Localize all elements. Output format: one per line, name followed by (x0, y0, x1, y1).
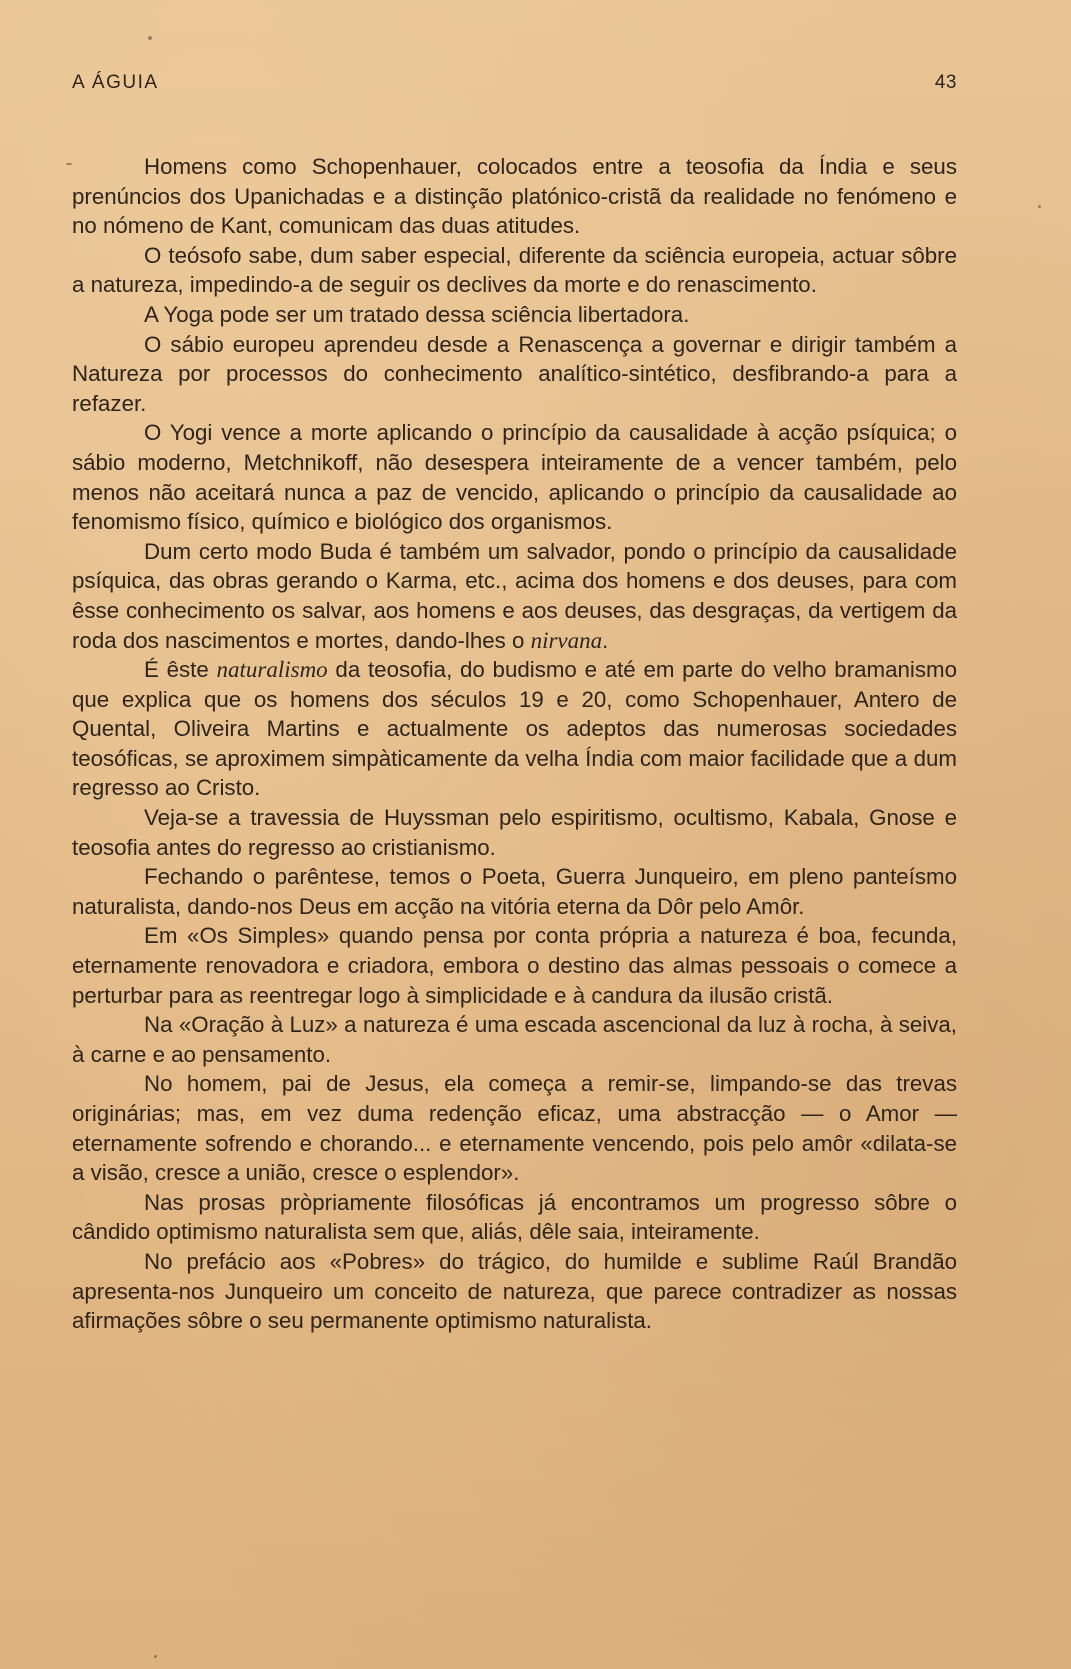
italic-term: naturalismo (216, 657, 328, 683)
paragraph (72, 418, 957, 536)
paragraph-text: O teósofo sabe, dum saber especial, diferente da sciência europeia, actuar sôbre a natureza, impedindo-a de seguir os declives da morte e do renascimento. (72, 242, 957, 298)
paragraph (72, 803, 957, 862)
paragraph (72, 1188, 957, 1247)
paragraph-text: Fechando o parêntese, temos o Poeta, Guerra Junqueiro, em pleno panteísmo naturalista, dando-nos Deus em acção na vitória eterna da Dôr pelo Amôr. (72, 864, 957, 919)
paragraph-text: O sábio europeu aprendeu desde a Renascença a governar e dirigir também a Natureza por processos do conhecimento analítico-sintético, desfibrando-a para a refazer. (72, 331, 957, 416)
paragraph-text: Veja-se a travessia de Huyssman pelo espiritismo, ocultismo, Kabala, Gnose e teosofia antes do regresso ao cristianismo. (72, 805, 957, 860)
paragraph-text: Nas prosas pròpriamente filosóficas já encontramos um progresso sôbre o cândido optimismo naturalista sem que, aliás, dêle saia, inteiramente. (72, 1189, 957, 1245)
paper-speck (154, 1655, 157, 1658)
paragraph (72, 921, 957, 1010)
paragraph-text: Na «Oração à Luz» a natureza é uma escada ascencional da luz à rocha, à seiva, à carne e ao pensamento. (72, 1012, 957, 1067)
paragraph (72, 862, 957, 921)
paragraph (72, 655, 957, 803)
paragraph (72, 330, 957, 419)
paragraph (72, 1069, 957, 1187)
paragraph (72, 537, 957, 655)
paragraph-text: No homem, pai de Jesus, ela começa a remir-se, limpando-se das trevas originárias; mas, em vez duma redenção eficaz, uma abstracção — o Amor — eternamente sofrendo e chorando... e eternamente vencendo, pois pelo amôr «dilata-se a visão, cresce a união, cresce o esplendor». (72, 1071, 957, 1186)
paragraph-text: A Yoga pode ser um tratado dessa sciência libertadora. (144, 301, 690, 327)
paragraph (72, 300, 957, 330)
paragraph-text: . (602, 627, 609, 653)
body-text (72, 152, 957, 1336)
paragraph (72, 152, 957, 241)
paragraph-text: O Yogi vence a morte aplicando o princípio da causalidade à acção psíquica; o sábio moderno, Metchnikoff, não desespera inteiramente de a vencer também, pelo menos não aceitará nunca a paz de vencido, aplicando o princípio da causalidade ao fenomismo físico, químico e biológico dos organismos. (72, 420, 957, 535)
paragraph-text: Dum certo modo Buda é também um salvador, pondo o princípio da causalidade psíquica, das obras gerando o Karma, etc., acima dos homens e dos deuses, para com êsse conhecimento os salvar, aos homens e aos deuses, das desgraças, da vertigem da roda dos nascimentos e mortes, dando-lhes o (72, 538, 957, 653)
paper-speck (148, 36, 152, 40)
paper-speck (66, 163, 72, 165)
paragraph-text: Em «Os Simples» quando pensa por conta própria a natureza é boa, fecunda, eternamente renovadora e criadora, embora o destino das almas pessoais o comece a perturbar para as reentregar logo à simplicidade e à candura da ilusão cristã. (72, 923, 957, 1008)
paragraph (72, 241, 957, 300)
page-number: 43 (934, 72, 957, 93)
paragraph (72, 1010, 957, 1069)
paragraph-text: É êste (144, 657, 217, 683)
paper-speck (1038, 205, 1041, 208)
paragraph-text: Homens como Schopenhauer, colocados entre a teosofia da Índia e seus prenúncios dos Upanichadas e a distinção platónico-cristã da realidade no fenómeno e no nómeno de Kant, comunicam das duas atitudes. (72, 154, 957, 239)
paragraph-text: da teosofia, do budismo e até em parte do velho bramanismo que explica que os homens dos séculos 19 e 20, como Schopenhauer, Antero de Quental, Oliveira Martins e actualmente os adeptos das numerosas sociedades teosóficas, se aproximem simpàticamente da velha Índia com maior facilidade que a dum regresso ao Cristo. (72, 657, 957, 801)
journal-title: A ÁGUIA (72, 72, 159, 93)
running-header (72, 72, 957, 100)
paragraph (72, 1247, 957, 1336)
paragraph-text: No prefácio aos «Pobres» do trágico, do humilde e sublime Raúl Brandão apresenta-nos Junqueiro um conceito de natureza, que parece contradizer as nossas afirmações sôbre o seu permanente optimismo naturalista. (72, 1248, 957, 1334)
italic-term: nirvana (530, 627, 603, 653)
